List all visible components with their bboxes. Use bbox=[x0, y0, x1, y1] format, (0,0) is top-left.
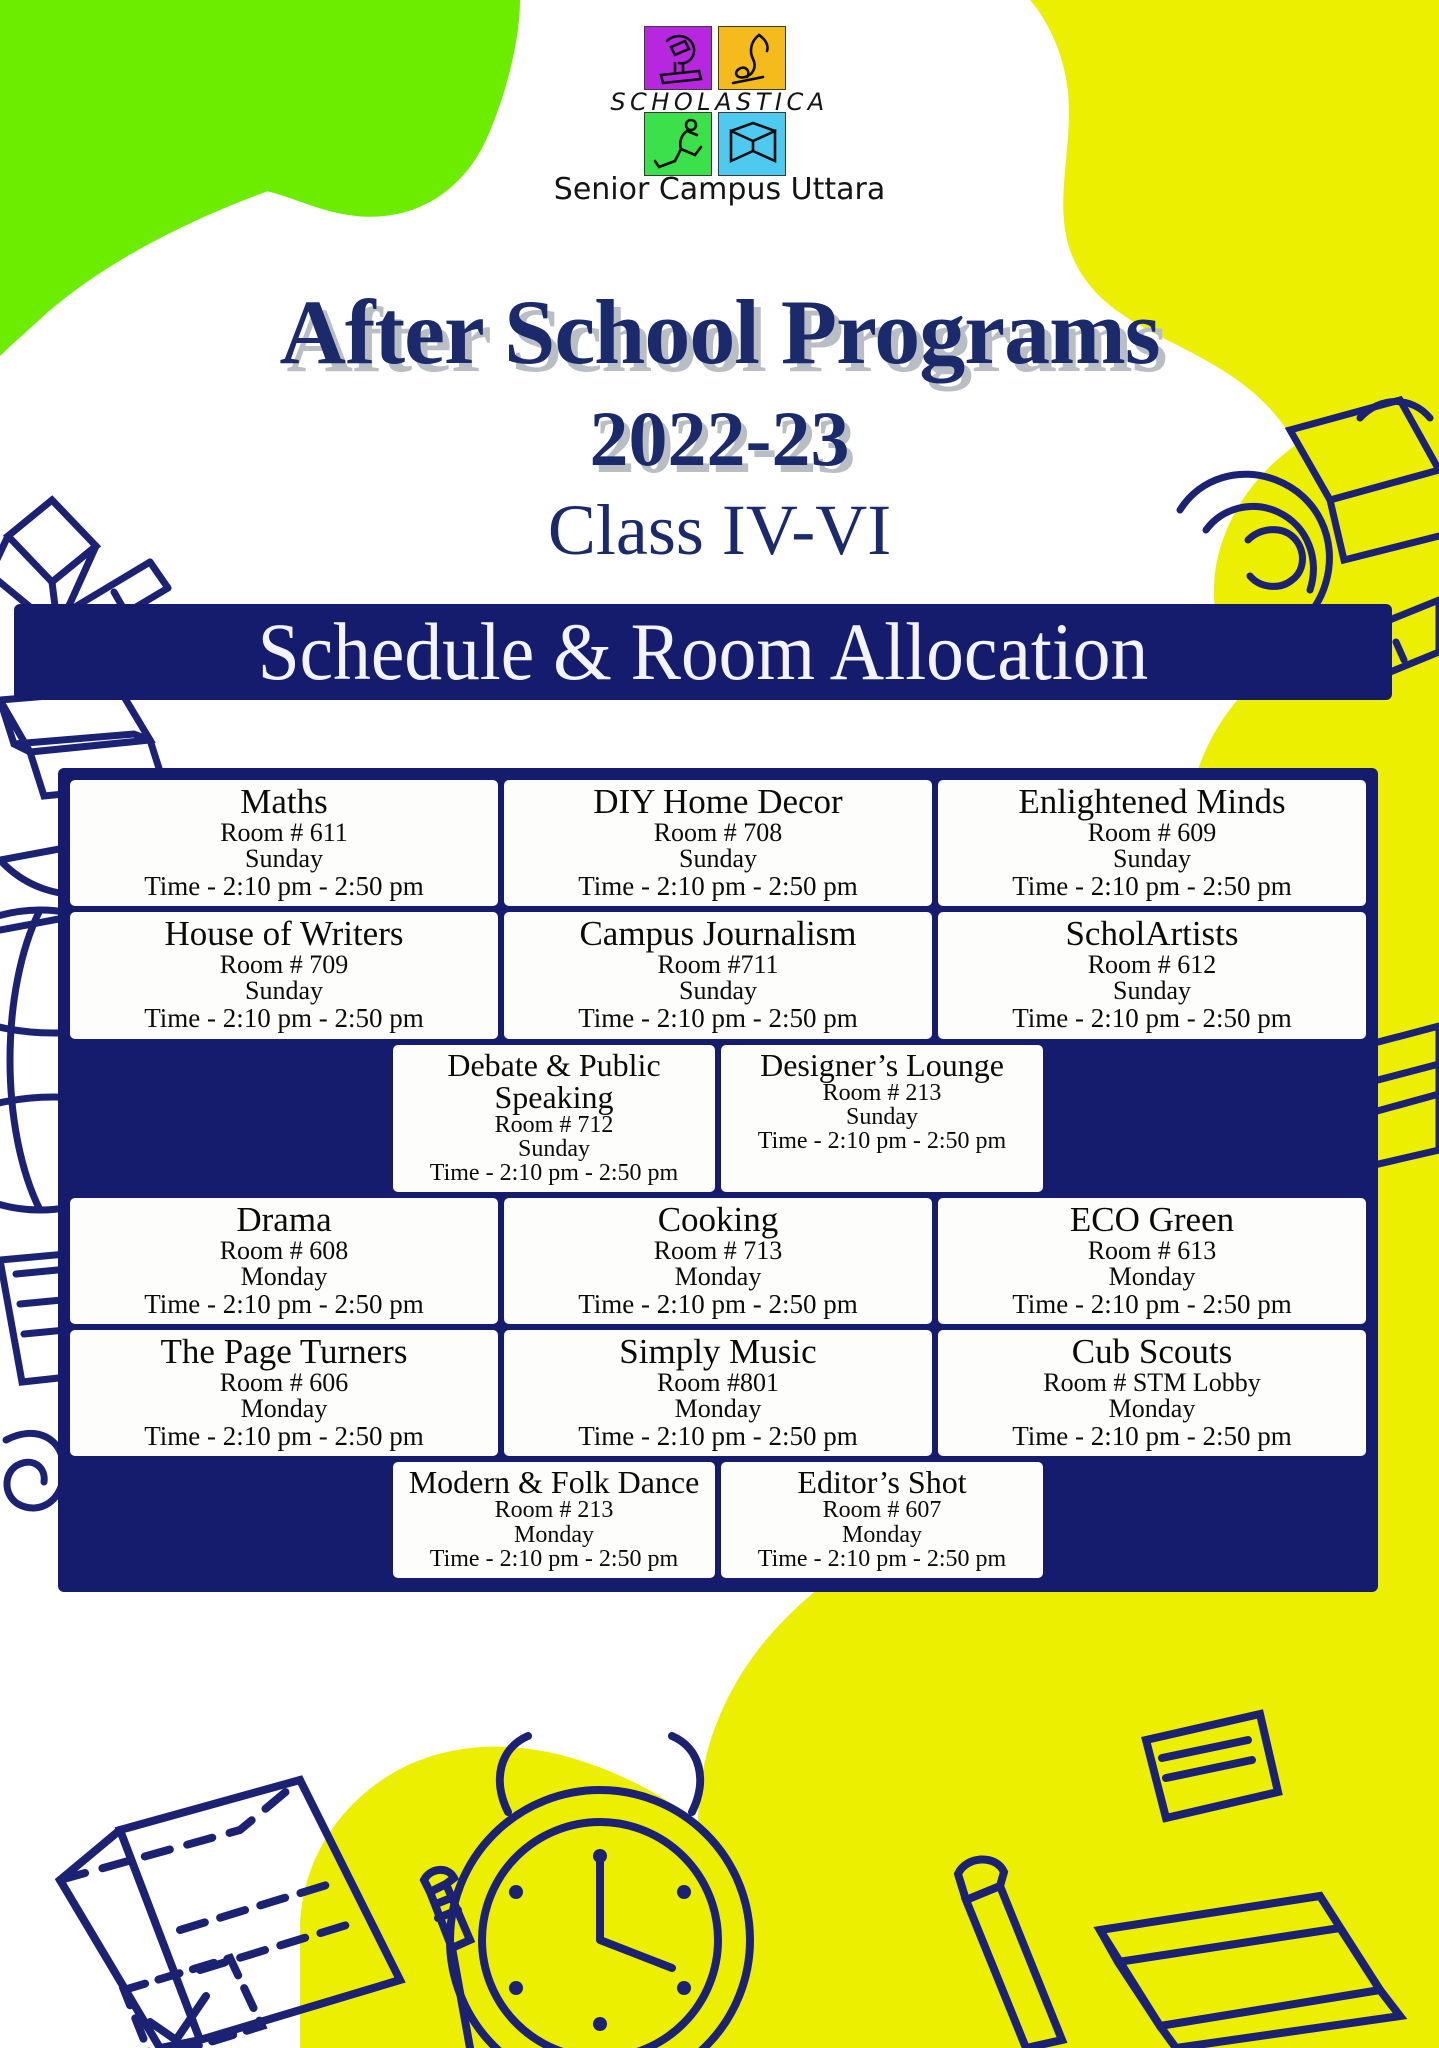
program-time: Time - 2:10 pm - 2:50 pm bbox=[144, 1288, 424, 1319]
program-time: Time - 2:10 pm - 2:50 pm bbox=[144, 1420, 424, 1451]
program-room: Room # 612 bbox=[1087, 949, 1217, 979]
program-time: Time - 2:10 pm - 2:50 pm bbox=[578, 1288, 858, 1319]
program-time: Time - 2:10 pm - 2:50 pm bbox=[1012, 1002, 1292, 1033]
program-room: Room #801 bbox=[656, 1367, 780, 1397]
program-name: Campus Journalism bbox=[579, 914, 857, 954]
program-room: Room #711 bbox=[657, 949, 779, 979]
program-day: Sunday bbox=[679, 976, 757, 1006]
program-day: Sunday bbox=[245, 844, 323, 874]
program-day: Sunday bbox=[1113, 976, 1191, 1006]
campus-name: Senior Campus Uttara bbox=[553, 172, 886, 207]
page-title: After School Programs bbox=[279, 281, 1160, 383]
program-day: Sunday bbox=[245, 976, 323, 1006]
school-logo bbox=[585, 26, 855, 176]
academic-year: 2022-23 bbox=[589, 395, 850, 482]
program-card[interactable] bbox=[70, 780, 498, 906]
program-card[interactable] bbox=[938, 1330, 1366, 1456]
program-name: Cooking bbox=[657, 1199, 779, 1239]
schedule-row bbox=[70, 1045, 1366, 1192]
schedule-row bbox=[70, 1462, 1366, 1577]
program-card[interactable] bbox=[504, 1330, 932, 1456]
program-time: Time - 2:10 pm - 2:50 pm bbox=[429, 1160, 679, 1187]
program-room: Room # 712 bbox=[494, 1111, 614, 1138]
program-card[interactable] bbox=[393, 1462, 715, 1577]
program-time: Time - 2:10 pm - 2:50 pm bbox=[578, 1002, 858, 1033]
program-card[interactable] bbox=[938, 780, 1366, 906]
program-room: Room # 607 bbox=[822, 1497, 942, 1524]
program-room: Room # 608 bbox=[219, 1235, 349, 1265]
program-name: Maths bbox=[240, 782, 328, 821]
program-card[interactable] bbox=[70, 912, 498, 1038]
program-room: Room # 613 bbox=[1087, 1235, 1217, 1265]
program-card[interactable] bbox=[938, 912, 1366, 1038]
program-card[interactable] bbox=[721, 1462, 1043, 1577]
program-time: Time - 2:10 pm - 2:50 pm bbox=[578, 870, 858, 901]
program-time: Time - 2:10 pm - 2:50 pm bbox=[757, 1546, 1007, 1573]
program-day: Monday bbox=[1108, 1394, 1196, 1424]
program-card[interactable] bbox=[504, 780, 932, 906]
artist-palette-icon bbox=[718, 112, 786, 176]
program-time: Time - 2:10 pm - 2:50 pm bbox=[429, 1546, 679, 1573]
athlete-icon bbox=[644, 112, 712, 176]
section-banner bbox=[14, 604, 1392, 700]
program-room: Room # 609 bbox=[1087, 817, 1217, 847]
program-name: Enlightened Minds bbox=[1018, 782, 1286, 821]
program-time: Time - 2:10 pm - 2:50 pm bbox=[144, 1002, 424, 1033]
program-name: DIY Home Decor bbox=[593, 782, 843, 821]
program-room: Room # 611 bbox=[220, 817, 348, 847]
logo-wordmark: SCHOLASTICA bbox=[610, 88, 829, 116]
program-day: Monday bbox=[1108, 1262, 1196, 1292]
program-time: Time - 2:10 pm - 2:50 pm bbox=[1012, 1420, 1292, 1451]
program-room: Room # 213 bbox=[494, 1497, 614, 1524]
schedule-row bbox=[70, 780, 1366, 906]
program-name: ScholArtists bbox=[1065, 914, 1239, 954]
program-name: Debate & Public Speaking bbox=[447, 1046, 661, 1115]
program-room: Room # 713 bbox=[653, 1235, 783, 1265]
program-card[interactable] bbox=[721, 1045, 1043, 1192]
program-card[interactable] bbox=[70, 1330, 498, 1456]
schedule-row bbox=[70, 1330, 1366, 1456]
music-note-icon bbox=[718, 26, 786, 90]
program-time: Time - 2:10 pm - 2:50 pm bbox=[578, 1420, 858, 1451]
schedule-panel bbox=[58, 768, 1378, 1592]
program-room: Room # 709 bbox=[219, 949, 349, 979]
program-day: Monday bbox=[240, 1262, 328, 1292]
program-room: Room # 606 bbox=[219, 1367, 349, 1397]
program-time: Time - 2:10 pm - 2:50 pm bbox=[144, 870, 424, 901]
program-day: Monday bbox=[674, 1394, 762, 1424]
program-day: Monday bbox=[240, 1394, 328, 1424]
schedule-row bbox=[70, 1198, 1366, 1324]
program-card[interactable] bbox=[504, 912, 932, 1038]
program-name: Drama bbox=[236, 1199, 332, 1239]
program-time: Time - 2:10 pm - 2:50 pm bbox=[1012, 1288, 1292, 1319]
program-card[interactable] bbox=[393, 1045, 715, 1192]
program-time: Time - 2:10 pm - 2:50 pm bbox=[757, 1128, 1007, 1155]
class-range: Class IV-VI bbox=[547, 490, 892, 570]
program-day: Sunday bbox=[679, 844, 757, 874]
program-room: Room # STM Lobby bbox=[1043, 1367, 1261, 1397]
program-day: Monday bbox=[514, 1521, 594, 1548]
program-card[interactable] bbox=[504, 1198, 932, 1324]
program-name: Modern & Folk Dance bbox=[408, 1464, 700, 1501]
section-banner-label: Schedule & Room Allocation bbox=[257, 606, 1149, 697]
program-day: Sunday bbox=[846, 1103, 918, 1130]
program-name: ECO Green bbox=[1069, 1199, 1235, 1239]
microscope-icon bbox=[644, 26, 712, 90]
program-room: Room # 213 bbox=[822, 1079, 942, 1106]
program-name: The Page Turners bbox=[160, 1332, 408, 1372]
program-day: Monday bbox=[674, 1262, 762, 1292]
program-card[interactable] bbox=[70, 1198, 498, 1324]
program-name: Simply Music bbox=[619, 1332, 817, 1372]
program-day: Monday bbox=[842, 1521, 922, 1548]
program-day: Sunday bbox=[518, 1135, 590, 1162]
program-name: Cub Scouts bbox=[1071, 1332, 1233, 1372]
program-card[interactable] bbox=[938, 1198, 1366, 1324]
program-name: Designer’s Lounge bbox=[760, 1046, 1004, 1083]
program-room: Room # 708 bbox=[653, 817, 783, 847]
program-time: Time - 2:10 pm - 2:50 pm bbox=[1012, 870, 1292, 901]
program-day: Sunday bbox=[1113, 844, 1191, 874]
program-name: Editor’s Shot bbox=[797, 1464, 967, 1501]
program-name: House of Writers bbox=[164, 914, 404, 954]
schedule-row bbox=[70, 912, 1366, 1038]
